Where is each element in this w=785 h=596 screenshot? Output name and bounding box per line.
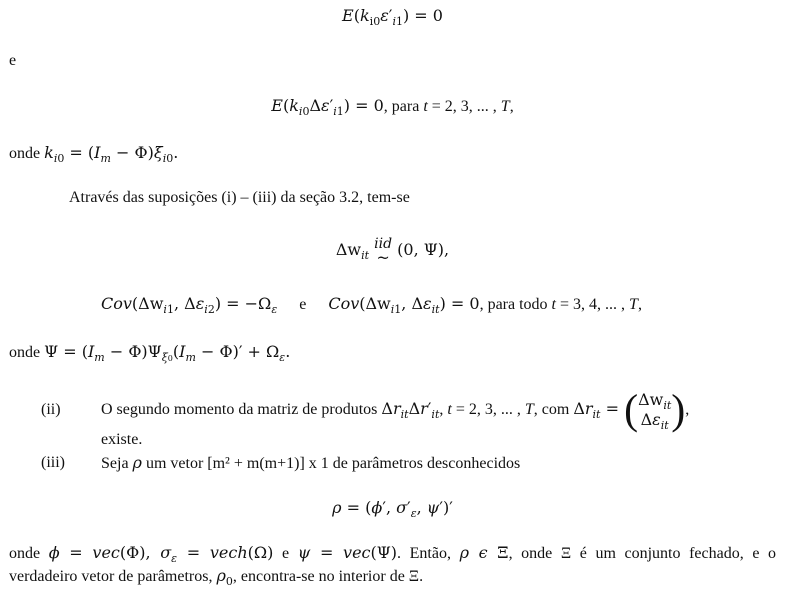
item-ii-end: existe. bbox=[101, 431, 143, 448]
onde-word-2: onde bbox=[9, 344, 41, 361]
item-iii-text: um vetor [m² + m(m+1)] x 1 de parâmetros desconhecidos bbox=[145, 455, 521, 472]
item-iii-label: (iii) bbox=[41, 454, 65, 471]
onde-word-3: onde bbox=[9, 545, 41, 562]
equation-1: $E(k_{i0}\varepsilon'_{i1}) = 0$ bbox=[342, 6, 443, 29]
item-iii-seja: Seja bbox=[101, 455, 129, 472]
item-ii-label: (ii) bbox=[41, 401, 61, 418]
final-paragraph-line-1: onde ϕ = vec(Φ), $\sigma_\varepsilon$ = vech(Ω) e ψ = vec(Ψ). Então, ρ ϵ Ξ, onde Ξ é um conjunto fechado, e o bbox=[9, 543, 777, 566]
final-paragraph-line-2: verdadeiro vetor de parâmetros, $\rho_0$, encontra-se no interior de Ξ. bbox=[9, 566, 424, 589]
onde-word: onde bbox=[9, 145, 41, 162]
equation-3: $\Delta w_{it}$ iid ~ (0, Ψ), bbox=[335, 236, 450, 267]
item-iii-body: Seja ρ um vetor [m² + m(m+1)] x 1 de parâmetros desconhecidos bbox=[101, 453, 521, 472]
psi-definition: onde $\Psi = (I_m - \Phi)\Psi_{\xi 0}(I_m - \Phi)' + \Omega_\varepsilon$. bbox=[9, 342, 291, 365]
paragraph-atraves: Através das suposições (i) – (iii) da seção 3.2, tem-se bbox=[69, 189, 410, 206]
entao: . Então, bbox=[397, 545, 451, 562]
final-text-1: , onde Ξ é um conjunto fechado, e o bbox=[508, 545, 777, 562]
equation-4: $Cov(\Delta w_{i1}$, $\Delta\varepsilon_{i2}) = -\Omega_\varepsilon$ e $Cov(\Delta w_{i1}$, $\Delta\varepsilon_{it}) = 0$, para todo t = 3, 4, ... , T, bbox=[101, 294, 642, 317]
k-definition: onde $k_{i0} = (I_m - \Phi)\xi_{i0}$. bbox=[9, 143, 179, 166]
connector-e: e bbox=[9, 52, 17, 69]
equation-5: ρ = (ϕ′, $\sigma'_\varepsilon$, ψ′)′ bbox=[332, 498, 453, 521]
item-ii-text: O segundo momento da matriz de produtos bbox=[101, 401, 378, 418]
item-ii-body: O segundo momento da matriz de produtos $\Delta r_{it}\Delta r'_{it}$, t = 2, 3, ... , T, com $\Delta r_{it} = (\Delta w_{it}$ $\Delta\varepsilon_{it}$), bbox=[101, 387, 690, 434]
conj-e: e bbox=[282, 545, 290, 562]
final-text-2: verdadeiro vetor de parâmetros, bbox=[9, 568, 213, 585]
final-text-3: , encontra-se no interior de Ξ. bbox=[232, 568, 424, 585]
equation-2: $E(k_{i0}\Delta\varepsilon'_{i1}) = 0$, para t = 2, 3, ... , T, bbox=[271, 96, 514, 119]
